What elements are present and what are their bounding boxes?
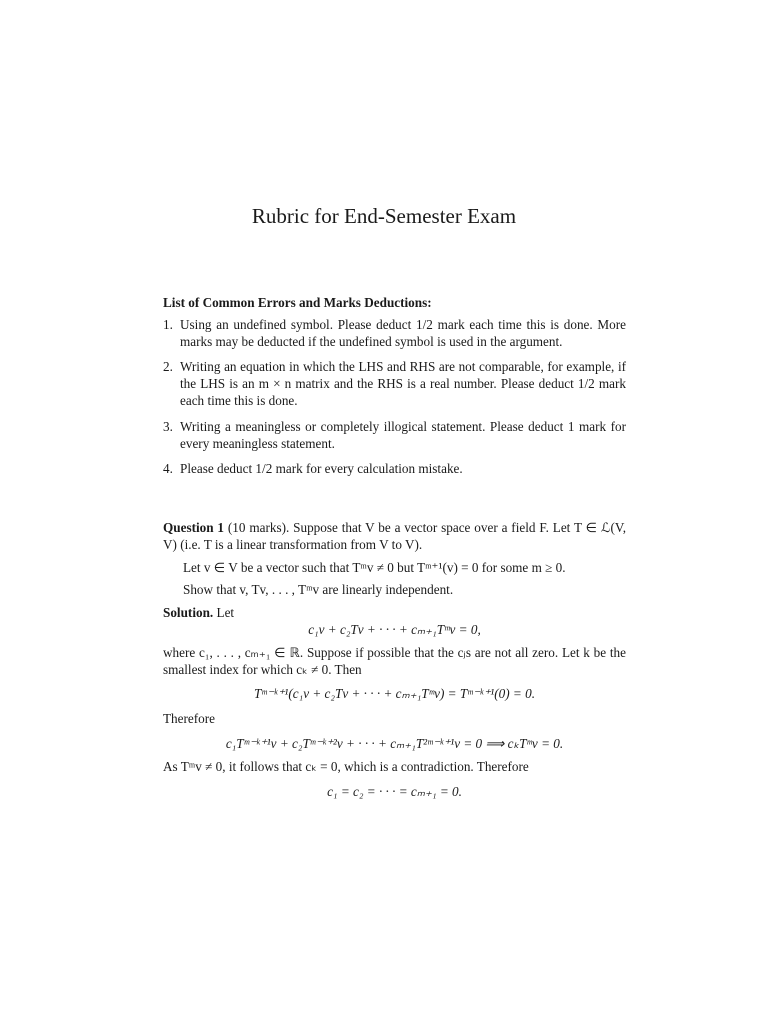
error-text: Writing an equation in which the LHS and RHS are not comparable, for example, if the LHS is an m × n matrix and the RHS is a real number. Please deduct 1/2 mark each time this is done. <box>180 359 626 408</box>
error-number: 2. <box>163 359 173 375</box>
question-statement: Suppose that V be a vector space over a field F. Let T ∈ ℒ(V, V) (i.e. T is a linear transformation from V to V). <box>163 520 627 552</box>
solution-intro <box>163 605 626 622</box>
equation-2: Tᵐ⁻ᵏ⁺¹(c₁v + c₂Tv + · · · + cₘ₊₁Tᵐv) = Tᵐ⁻ᵏ⁺¹(0) = 0. <box>253 686 536 702</box>
error-number: 3. <box>163 418 173 434</box>
errors-heading: List of Common Errors and Marks Deductions: <box>163 295 432 310</box>
solution-paragraph-1: where c₁, . . . , cₘ₊₁ ∈ ℝ. Suppose if possible that the cⱼs are not all zero. Let k be the smallest index for which cₖ ≠ 0. Then <box>163 644 626 677</box>
error-item <box>163 359 626 409</box>
error-item <box>163 317 626 351</box>
question-hypothesis: Let v ∈ V be a vector such that Tᵐv ≠ 0 but Tᵐ⁺¹(v) = 0 for some m ≥ 0. <box>183 559 566 575</box>
error-text: Writing a meaningless or completely illogical statement. Please deduct 1 mark for every meaningless statement. <box>180 418 626 451</box>
solution-label: Solution. <box>163 605 214 621</box>
document-title: Rubric for End-Semester Exam <box>251 204 517 228</box>
solution-therefore: Therefore <box>163 711 215 727</box>
question-label: Question 1 <box>163 520 225 535</box>
error-number: 4. <box>163 461 173 477</box>
equation-3: c₁Tᵐ⁻ᵏ⁺¹v + c₂Tᵐ⁻ᵏ⁺²v + · · · + cₘ₊₁T²ᵐ⁻ᵏ⁺¹v = 0 ⟹ cₖTᵐv = 0. <box>225 735 564 751</box>
question-section <box>163 520 626 800</box>
question-marks: (10 marks). <box>227 520 290 535</box>
equation-4: c₁ = c₂ = · · · = cₘ₊₁ = 0. <box>327 783 462 799</box>
error-number: 1. <box>163 316 173 332</box>
equation-1: c₁v + c₂Tv + · · · + cₘ₊₁Tᵐv = 0, <box>308 621 481 637</box>
error-text: Using an undefined symbol. Please deduct 1/2 mark each time this is done. More marks may be deducted if the undefined symbol is used in the argument. <box>180 316 626 349</box>
error-item <box>163 461 626 478</box>
error-text: Please deduct 1/2 mark for every calculation mistake. <box>180 461 463 477</box>
question-task: Show that v, Tv, . . . , Tᵐv are linearly independent. <box>183 582 454 598</box>
error-item <box>163 419 626 453</box>
solution-paragraph-2: As Tᵐv ≠ 0, it follows that cₖ = 0, which is a contradiction. Therefore <box>163 758 529 774</box>
question-paragraph <box>163 520 626 554</box>
solution-lead: Let <box>216 605 235 621</box>
errors-list <box>163 317 626 478</box>
errors-section <box>163 295 626 478</box>
